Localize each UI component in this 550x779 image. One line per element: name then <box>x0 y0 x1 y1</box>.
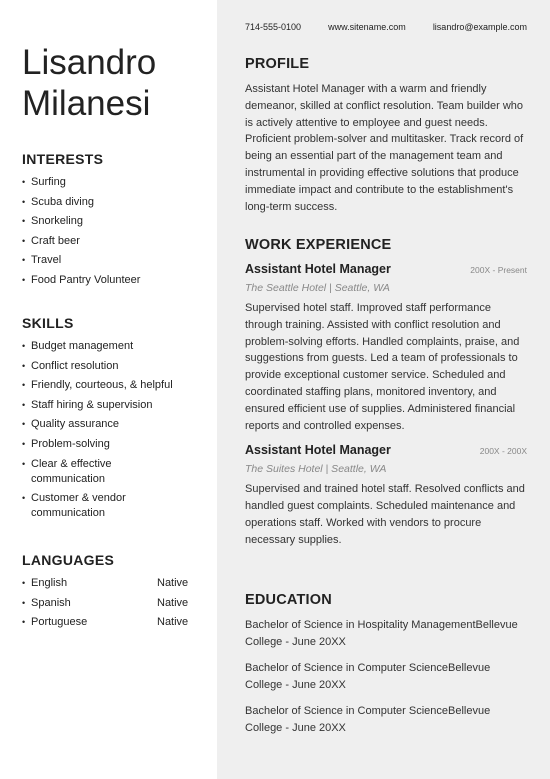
list-item: • Surfing <box>22 175 212 190</box>
language-name: • Portuguese <box>31 616 88 629</box>
job-header <box>245 262 527 276</box>
last-name: Milanesi <box>22 84 151 123</box>
education-section <box>245 592 527 746</box>
profile-section <box>245 56 527 215</box>
list-item: • Staff hiring & supervision <box>22 398 212 413</box>
list-item: • Quality assurance <box>22 417 212 432</box>
education-heading: EDUCATION <box>245 592 332 608</box>
interests-list <box>22 175 212 288</box>
skills-list <box>22 339 212 521</box>
language-row <box>22 576 212 591</box>
education-item: Bachelor of Science in Hospitality ManagementBellevue College - June 20XX <box>245 619 518 648</box>
job-company: The Seattle Hotel | Seattle, WA <box>245 282 390 294</box>
candidate-name <box>22 42 212 124</box>
interests-section <box>22 151 212 293</box>
contact-website: www.sitename.com <box>328 22 406 32</box>
first-name: Lisandro <box>22 43 157 82</box>
skills-section <box>22 315 212 526</box>
left-column <box>0 0 217 779</box>
job-dates: 200X - 200X <box>479 446 527 457</box>
job-description: Supervised hotel staff. Improved staff performance through training. Assisted with conflict resolution and problem-solving efforts. Handled complaints, praise, and suggestions from guests. Led a team of professionals to provide exceptional customer service. Scheduled and coordinated staffing plans, monitored inventory, and ensured efficient use of supplies. Administered financial reports and controlled expenses. <box>245 302 520 432</box>
education-item: Bachelor of Science in Computer ScienceBellevue College - June 20XX <box>245 662 491 691</box>
education-item: Bachelor of Science in Computer ScienceBellevue College - June 20XX <box>245 705 491 734</box>
language-row <box>22 615 212 630</box>
list-item: • Budget management <box>22 339 212 354</box>
language-level: Native <box>157 596 189 609</box>
languages-section <box>22 552 212 635</box>
list-item: • Craft beer <box>22 234 212 249</box>
job-dates: 200X - Present <box>470 265 527 275</box>
interests-heading: INTERESTS <box>22 151 104 167</box>
languages-list <box>22 576 212 630</box>
profile-heading: PROFILE <box>245 56 310 72</box>
contact-bar <box>245 22 527 32</box>
contact-phone: 714-555-0100 <box>245 22 302 32</box>
skills-heading: SKILLS <box>22 315 74 331</box>
list-item: • Snorkeling <box>22 214 212 229</box>
list-item: • Friendly, courteous, & helpful <box>22 378 212 393</box>
list-item: • Scuba diving <box>22 195 212 210</box>
contact-email: lisandro@example.com <box>432 22 527 32</box>
list-item: • Customer & vendor communication <box>22 491 162 521</box>
job-entry <box>245 262 527 434</box>
job-header <box>245 443 527 457</box>
profile-text: Assistant Hotel Manager with a warm and friendly demeanor, skilled at conflict resolution. Team builder who is actively attentive to employee and guest needs. Proficient problem-solver and multitasker. Track record of being an essential part of the management team and instrumental in providing effective solutions that produce immediate impact and contribute to the establishment's long-term success. <box>245 83 524 213</box>
list-item: • Travel <box>22 253 212 268</box>
language-level: Native <box>157 577 189 589</box>
language-level: Native <box>157 616 189 629</box>
experience-heading: WORK EXPERIENCE <box>245 237 392 253</box>
list-item: • Problem-solving <box>22 437 212 452</box>
experience-section <box>245 237 527 549</box>
languages-heading: LANGUAGES <box>22 552 115 568</box>
job-entry <box>245 443 527 548</box>
job-description: Supervised and trained hotel staff. Resolved conflicts and handled guest complaints. Scheduled maintenance and operations staff. Worked with vendors to procure necessary supplies. <box>245 483 525 546</box>
job-company: The Suites Hotel | Seattle, WA <box>245 463 387 476</box>
list-item: • Food Pantry Volunteer <box>22 273 212 288</box>
job-title: Assistant Hotel Manager <box>245 443 391 458</box>
job-title: Assistant Hotel Manager <box>245 262 391 276</box>
language-row <box>22 596 212 611</box>
language-name: • Spanish <box>31 596 71 609</box>
language-name: • English <box>31 577 68 589</box>
list-item: • Conflict resolution <box>22 359 212 374</box>
list-item: • Clear & effective communication <box>22 457 162 487</box>
